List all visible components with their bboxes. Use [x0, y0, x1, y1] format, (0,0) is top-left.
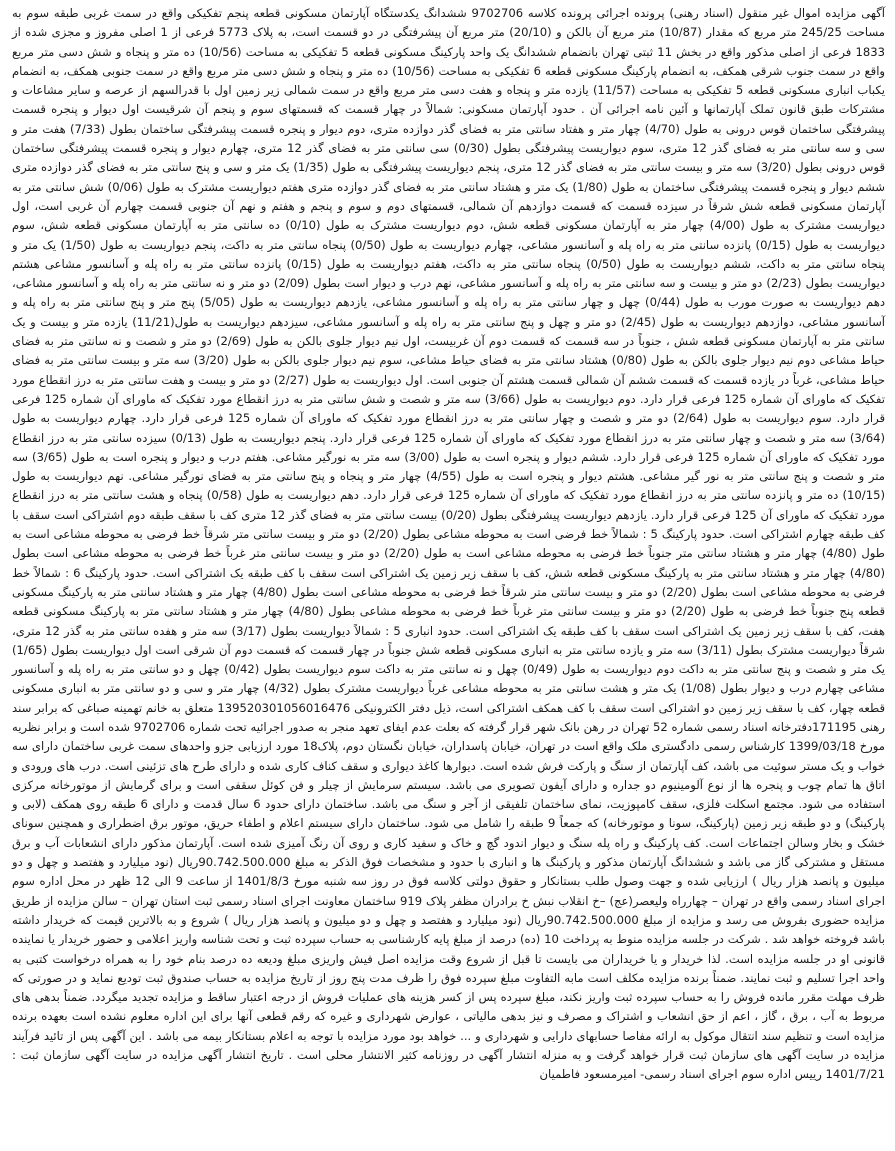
auction-notice-text: آگهی مزایده اموال غیر منقول (اسناد رهنی) پرونده اجرائی پرونده کلاسه 9702706 ششدانگ یکدستگاه آپارتمان مسکونی قطعه پنجم تفکیکی واقع در سمت غربی طبقه سوم به مساحت 245/25 متر مربع که مقدار (10/87) متر مربع آن بالکن و (20/10) متر مربع آن پیشرفتگی در دو قسمت است، به پلاک 5773 فرعی از 1 اصلی مفروز و مجزی شده از 1833 فرعی از اصلی مذکور واقع در بخش 11 ثبتی تهران بانضمام ششدانگ یک واحد پارکینگ مسکونی قطعه 5 تفکیکی به مساحت (10/56) ده متر و پنجاه و شش دسی متر مربع واقع در سمت جنوب شرقی همکف، به انضمام پارکینگ مسکونی قطعه 6 تفکیکی به مساحت (10/56) ده متر و پنجاه و شش دسی متر مربع واقع در سمت جنوبی همکف، به انضمام یکباب انباری مسکونی قطعه 5 تفکیکی به مساحت (11/57) یازده متر و پنجاه و هفت دسی متر مربع واقع در سمت شمالی زیر زمین اول با قدرالسهم از عرصه و سایر مشاعات و مشترکات طبق قانون تملک آپارتمانها و آئین نامه اجرائی آن . حدود آپارتمان مسکونی: شمالاً در چهار قسمت که قسمتهای سوم و پنجم آن شرقیست اول دیوار و پنجره قسمت پیشرفتگی ساختمان قوس درونی به طول (4/70) چهار متر و هفتاد سانتی متر به فضای گذر دوازده متری، دوم دیوار و پنجره قسمت پیشرفتگی ساختمان بطول (7/33) هفت متر و سی و سه سانتی متر به فضای گذر 12 متری، سوم دیواریست پیشرفتگی بطول (0/30) سی سانتی متر به فضای گذر 12 متری، چهارم دیوار و پنجره قسمت پیشرفتگی ساختمان قوس درونی بطول (3/20) سه متر و بیست سانتی متر به فضای گذر 12 متری، پنجم دیواریست پیشرفتگی به طول (1/35) یک متر و سی و پنج سانتی متر به فضای گذر دوازده متری ششم دیوار و پنجره قسمت پیشرفتگی ساختمان به طول (1/80) یک متر و هشتاد سانتی متر به فضای گذر دوازده متری هفتم دیواریست مشترک به طول (0/06) شش سانتی متر به آپارتمان مسکونی قطعه شش شرقاً در سیزده قسمت که قسمت دوازدهم آن شمالی، قسمتهای دوم و سوم و پنجم و هفتم و نهم آن جنوبی قسمت چهارم آن غربی است، اول دیواریست مشترک به طول (4/00) چهار متر به آپارتمان مسکونی قطعه شش، دوم دیواریست مشترک به طول (0/10) ده سانتی متر به آپارتمان مسکونی قطعه شش، سوم دیواریست به طول (0/15) پانزده سانتی متر به راه پله و آسانسور مشاعی، چهارم دیواریست به طول (0/50) پنجاه سانتی متر به داکت، پنجم دیواریست به طول (1/50) یک متر و پنجاه سانتی متر به داکت، ششم دیواریست به طول (0/50) پنجاه سانتی متر به داکت، هفتم دیواریست به طول (0/15) پانزده سانتی متر به راه پله و آسانسور مشاعی هشتم دیواریست بطول (2/23) دو متر و بیست و سه سانتی متر به راه پله و آسانسور مشاعی، نهم درب و دیوار است بطول (2/09) دو متر و نه سانتی متر به راه پله و آسانسور مشاعی، دهم دیواریست به صورت مورب به طول (0/44) چهل و چهار سانتی متر به راه پله و آسانسور مشاعی، یازدهم دیواریست به طول (5/05) پنج متر و پنج سانتی متر به راه پله و آسانسور مشاعی، دوازدهم دیواریست به طول (2/45) دو متر و چهل و پنج سانتی متر به راه پله و آسانسور مشاعی، سیزدهم دیواریست به طول(11/21) یازده متر و بیست و یک سانتی متر به آپارتمان مسکونی قطعه شش ، جنوباً در سه قسمت که قسمت دوم آن غربیست، اول نیم دیوار جلوی بالکن به طول (2/69) دو متر و شصت و نه سانتی متر به فضای حیاط مشاعی دوم نیم دیوار جلوی بالکن به طول (0/80) هشتاد سانتی متر به فضای حیاط مشاعی، سوم نیم دیوار جلوی بالکن به طول (3/20) سه متر و بیست سانتی متر به فضای حیاط مشاعی، غرباً در یازده قسمت که قسمت ششم آن شمالی قسمت هشتم آن جنوبی است. اول دیواریست به طول (2/27) دو متر و بیست و هفت سانتی متر به درز انقطاع مورد تفکیک که ماورای آن شماره 125 فرعی قرار دارد. دوم دیواریست به طول (3/66) سه متر و شصت و شش سانتی متر به درز انقطاع مورد تفکیک که ماورای آن شماره 125 فرعی قرار دارد. سوم دیواریست به طول (2/64) دو متر و شصت و چهار سانتی متر به درز انقطاع مورد تفکیک که ماورای آن شماره 125 فرعی قرار دارد. چهارم دیواریست به طول (3/64) سه متر و شصت و چهار سانتی متر به درز انقطاع مورد تفکیک که ماورای آن شماره 125 فرعی قرار دارد. پنجم دیواریست به طول (0/13) سیزده سانتی متر به درز انقطاع مورد تفکیک که ماورای آن شماره 125 فرعی قرار دارد. ششم دیوار و پنجره است به طول (3/00) سه متر به نورگیر مشاعی. هفتم درب و دیوار و پنجره است به طول (3/65) سه متر و شصت و پنج سانتی متر به نور گیر مشاعی. هشتم دیوار و پنجره است به طول (4/55) چهار متر و پنجاه و پنج سانتی متر به فضای نورگیر مشاعی. نهم دیواریست به طول (10/15) ده متر و پانزده سانتی متر به درز انقطاع مورد تفکیک که ماورای آن شماره 125 فرعی قرار دارد. دهم دیواریست به طول (0/58) پنجاه و هشت سانتی متر به درز انقطاع مورد تفکیک که ماورای آن 125 فرعی قرار دارد. یازدهم دیواریست پیشرفتگی بطول (0/20) بیست سانتی متر به فضای گذر 12 متری کف با سقف طبقه دوم اشتراکی است سقف با کف طبقه چهارم اشتراکی است. حدود پارکینگ 5 : شمالاً خط فرضی است به محوطه مشاعی بطول (2/20) دو متر و بیست سانتی متر شرقاً خط فرضی به محوطه مشاعی است به طول (4/80) چهار متر و هشتاد سانتی متر جنوباً خط فرضی به محوطه مشاعی است به طول (2/20) دو متر و بیست سانتی متر غرباً خط فرضی به محوطه مشاعی است بطول (4/80) چهار متر و هشتاد سانتی متر به پارکینگ مسکونی قطعه شش، کف با سقف زیر زمین یک اشتراکی است سقف با کف طبقه یک اشتراکی است. حدود پارکینگ 6 : شمالاً خط فرضی به محوطه مشاعی است بطول (2/20) دو متر و بیست سانتی متر شرقاً خط فرضی به محوطه مشاعی است بطول (4/80) چهار متر و هشتاد سانتی متر به پارکینگ مسکونی قطعه پنج جنوباً خط فرضی به طول (2/20) دو متر و بیست سانتی متر غرباً خط فرضی به محوطه مشاعی بطول (4/80) چهار متر و هشتاد سانتی متر به پارکینگ مسکونی قطعه هفت، کف با سقف زیر زمین یک اشتراکی است سقف با کف طبقه یک اشتراکی است. حدود انباری 5 : شمالاً دیواریست بطول (3/17) سه متر و هفده سانتی متر به گذر 12 متری، شرقاً دیواریست مشترک بطول (3/11) سه متر و یازده سانتی متر به انباری مسکونی قطعه شش جنوباً در چهار قسمت که قسمت دوم آن شرقی است اول دیواریست بطول (1/65) یک متر و شصت و پنج سانتی متر به داکت دوم دیواریست به طول (0/49) چهل و نه سانتی متر به داکت سوم دیواریست بطول (0/42) چهل و دو سانتی متر به راه پله و آسانسور مشاعی چهارم درب و دیوار بطول (1/08) یک متر و هشت سانتی متر به محوطه مشاعی غرباً دیواریست مشترک بطول (4/32) چهار متر و سی و دو سانتی متر به انباری مسکونی قطعه چهار، کف با سقف زیر زمین دو اشتراکی است سقف با کف همکف اشتراکی است، ذیل دفتر الکترونیکی 139520301056016476 متعلق به خانم تهمینه صباغی که برابر سند رهنی 171195دفترخانه اسناد رسمی شماره 52 تهران در رهن بانک شهر قرار گرفته که بعلت عدم ایفای تعهد منجر به صدور اجرائیه تحت شماره 9702706 شده است و برابر نظریه مورخ 1399/03/18 کارشناس رسمی دادگستری ملک واقع است در تهران، خیابان پاسداران، خیابان نگستان دوم، پلاک18 مورد ارزیابی جزو واحدهای سمت غربی ساختمان دارای سه خواب و یک مستر سوئیت می باشد، کف آپارتمان از سنگ و پارکت فرش شده است. دیوارها کاغذ دیواری و سقف کناف کاری شده و دارای طرح های تزئینی است. درب های ورودی و اتاق ها تمام چوب و پنجره ها از نوع آلومینیوم دو جداره و دارای آیفون تصویری می باشد. سیستم سرمایش از چیلر و فن کوئل سقفی است و برای گرمایش از موتورخانه مرکزی استفاده می شود. مجتمع اسکلت فلزی، سقف کامپوزیت، نمای ساختمان تلفیقی از آجر و سنگ می باشد. ساختمان دارای حدود 6 سال قدمت و دارای 6 طبقه روی همکف (لابی و پارکینگ) و دو طبقه زیر زمین (پارکینگ، سونا و موتورخانه) که جمعاً 9 طبقه را شامل می شود. ساختمان دارای سیستم اعلام و اطفاء حریق، موتور برق اضطراری و همچنین سونای خشک و بخار وسالن اجتماعات است. کف پارکینگ و راه پله سنگ و دیوار اندود گچ و خاک و سفید کاری و روی آن رنگ آمیزی شده است. آپارتمان مذکور دارای انشعابات آب و برق مستقل و مشترکی گاز می باشد و ششدانگ آپارتمان مذکور و پارکینگ ها و انباری با حدود و مشخصات فوق الذکر به مبلغ 90.742.500.000ریال (نود میلیارد و هفتصد و چهل و دو میلیون و پانصد هزار ریال ) ارزیابی شده و جهت وصول طلب بستانکار و حقوق دولتی کلاسه فوق در روز سه شنبه مورخ 1401/8/3 از ساعت 9 الی 12 ظهر در محل اداره سوم اجرای اسناد رسمی واقع در تهران – چهارراه ولیعصر(عج) –خ انقلاب نبش خ برادران مظفر پلاک 919 ساختمان معاونت اجرای اسناد رسمی ثبت استان تهران – سالن مزایده از طریق مزایده حضوری بفروش می رسد و مزایده از مبلغ 90.742.500.000ریال (نود میلیارد و هفتصد و چهل و دو میلیون و پانصد هزار ریال ) شروع و به بالاترین قیمت که خریدار داشته باشد فروخته خواهد شد . شرکت در جلسه مزایده منوط به پرداخت 10 (ده) درصد از مبلغ پایه کارشناسی به حساب سپرده ثبت و تحت شناسه واریز اعلامی و حضور خریدار یا نماینده قانونی او در جلسه مزایده است. لذا خریدار و یا خریداران می بایست تا قبل از شروع وقت مزایده اصل فیش واریزی مبلغ ودیعه ده درصد بنام خود را به همراه درخواست کتبی به واحد اجرا تسلیم و ثبت نمایند. ضمناً برنده مزایده مکلف است مابه التفاوت مبلغ سپرده فوق را ظرف مدت پنج روز از تاریخ مزایده به حساب صندوق ثبت تودیع نماید و در صورتی که ظرف مهلت مقرر مانده فروش را به حساب سپرده ثبت واریز نکند، مبلغ سپرده پس از کسر هزینه های عملیات فروش از درجه اعتبار ساقط و مزایده تجدید میگردد. ضمناً بدهی های مربوط به آب ، برق ، گاز ، اعم از حق انشعاب و اشتراک و مصرف و نیز بدهی مالیاتی ، عوارض شهرداری و غیره که رقم قطعی آنها برای این اداره معلوم نشده است بعهده برنده مزایده است و تنظیم سند انتقال موکول به ارائه مفاصا حسابهای دارایی و شهرداری و ... خواهد بود مورد مزایده با توجه به اعلام بستانکار بیمه می باشد . این آگهی پس از تائید فرآیند مزایده در سایت آگهی های سازمان ثبت قرار خواهد گرفت و به منزله انتشار آگهی در روزنامه کثیر الانتشار محلی است . تاریخ انتشار آگهی مزایده در سایت آگهی سازمان ثبت : 1401/7/21 رییس اداره سوم اجرای اسناد رسمی- امیرمسعود فاطمیان — [12, 6, 886, 1082]
